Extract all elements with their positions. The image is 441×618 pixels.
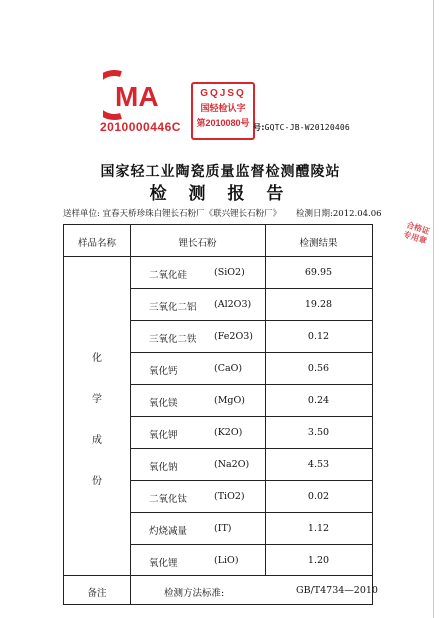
date-label: 检测日期:	[296, 209, 333, 219]
row-item: 三氧化二铝	[149, 302, 197, 313]
row-formula: (SiO2)	[214, 267, 245, 278]
row-formula: (Fe2O3)	[214, 331, 253, 342]
table-divider	[130, 416, 372, 417]
page-edge-line	[433, 0, 434, 618]
row-item: 二氧化硅	[149, 270, 188, 281]
row-value: 1.12	[307, 523, 330, 534]
row-item: 氧化钠	[149, 462, 178, 473]
table-divider	[130, 352, 372, 353]
row-item: 氧化钾	[149, 430, 178, 441]
sender-value: 宜春天桥珍珠白锂长石粉厂《联兴锂长石粉厂》	[102, 209, 282, 219]
group-label-char: 份	[92, 476, 102, 487]
row-value: 19.28	[304, 299, 333, 310]
report-number-label: 号:	[253, 123, 265, 132]
row-formula: (Al2O3)	[214, 299, 252, 310]
group-label-char: 学	[92, 394, 102, 405]
row-item: 三氧化二铁	[149, 334, 197, 345]
sender-label: 送样单位:	[63, 209, 100, 219]
row-formula: (LiO)	[214, 555, 239, 566]
row-formula: (K2O)	[214, 427, 243, 438]
stamp-line-3: 第2010080号	[196, 118, 250, 128]
cma-cert-number: 2010000446C	[100, 120, 181, 134]
stamp-line-1: GQJSQ	[200, 88, 246, 99]
table-divider	[130, 320, 372, 321]
table-divider	[130, 480, 372, 481]
table-divider	[130, 544, 372, 545]
row-value: 0.12	[307, 331, 330, 342]
header-result: 检测结果	[299, 238, 338, 249]
table-divider	[64, 575, 372, 576]
report-number	[253, 122, 350, 133]
cma-logo-text: MA	[115, 81, 159, 112]
group-label-char: 化	[92, 353, 102, 364]
table-divider	[130, 225, 131, 605]
report-number-value: GQTC-JB-W20120406	[264, 123, 350, 132]
row-item: 氧化钙	[149, 366, 178, 377]
header-sample: 锂长石粉	[178, 238, 217, 249]
row-item: 二氧化钛	[149, 494, 188, 505]
table-divider	[130, 448, 372, 449]
row-value: 0.56	[307, 363, 330, 374]
row-item: 氧化镁	[149, 398, 178, 409]
row-value: 3.50	[307, 427, 330, 438]
report-title: 检 测 报 告	[149, 184, 292, 204]
row-formula: (TiO2)	[214, 491, 245, 502]
row-item: 氧化锂	[149, 558, 178, 569]
row-formula: (Na2O)	[214, 459, 250, 470]
row-formula: (IT)	[214, 523, 232, 534]
gqjsq-stamp	[191, 82, 255, 140]
footer-method-label: 检测方法标准:	[164, 588, 225, 599]
header-sample-name: 样品名称	[77, 238, 116, 249]
row-value: 69.95	[304, 267, 333, 278]
results-table	[63, 224, 378, 605]
sender-unit	[63, 207, 281, 219]
row-value: 4.53	[307, 459, 330, 470]
row-formula: (MgO)	[214, 395, 246, 406]
row-value: 0.02	[307, 491, 330, 502]
row-value: 1.20	[307, 555, 330, 566]
table-divider	[130, 512, 372, 513]
station-name: 国家轻工业陶瓷质量监督检测醴陵站	[100, 164, 341, 180]
test-date	[296, 207, 382, 219]
cma-logo	[103, 70, 183, 120]
table-divider	[130, 288, 372, 289]
row-item: 灼烧减量	[149, 526, 188, 537]
group-label-char: 成	[92, 435, 102, 446]
row-value: 0.24	[307, 395, 330, 406]
stamp-line-2: 国轻检认字	[200, 103, 246, 113]
date-value: 2012.04.06	[332, 209, 382, 219]
footer-remark-label: 备注	[87, 588, 107, 599]
side-seal-stamp: 合格证专用章	[402, 219, 432, 246]
row-formula: (CaO)	[214, 363, 243, 374]
table-divider	[64, 256, 372, 257]
footer-method-value: GB/T4734—2010	[296, 585, 378, 596]
table-divider	[130, 384, 372, 385]
